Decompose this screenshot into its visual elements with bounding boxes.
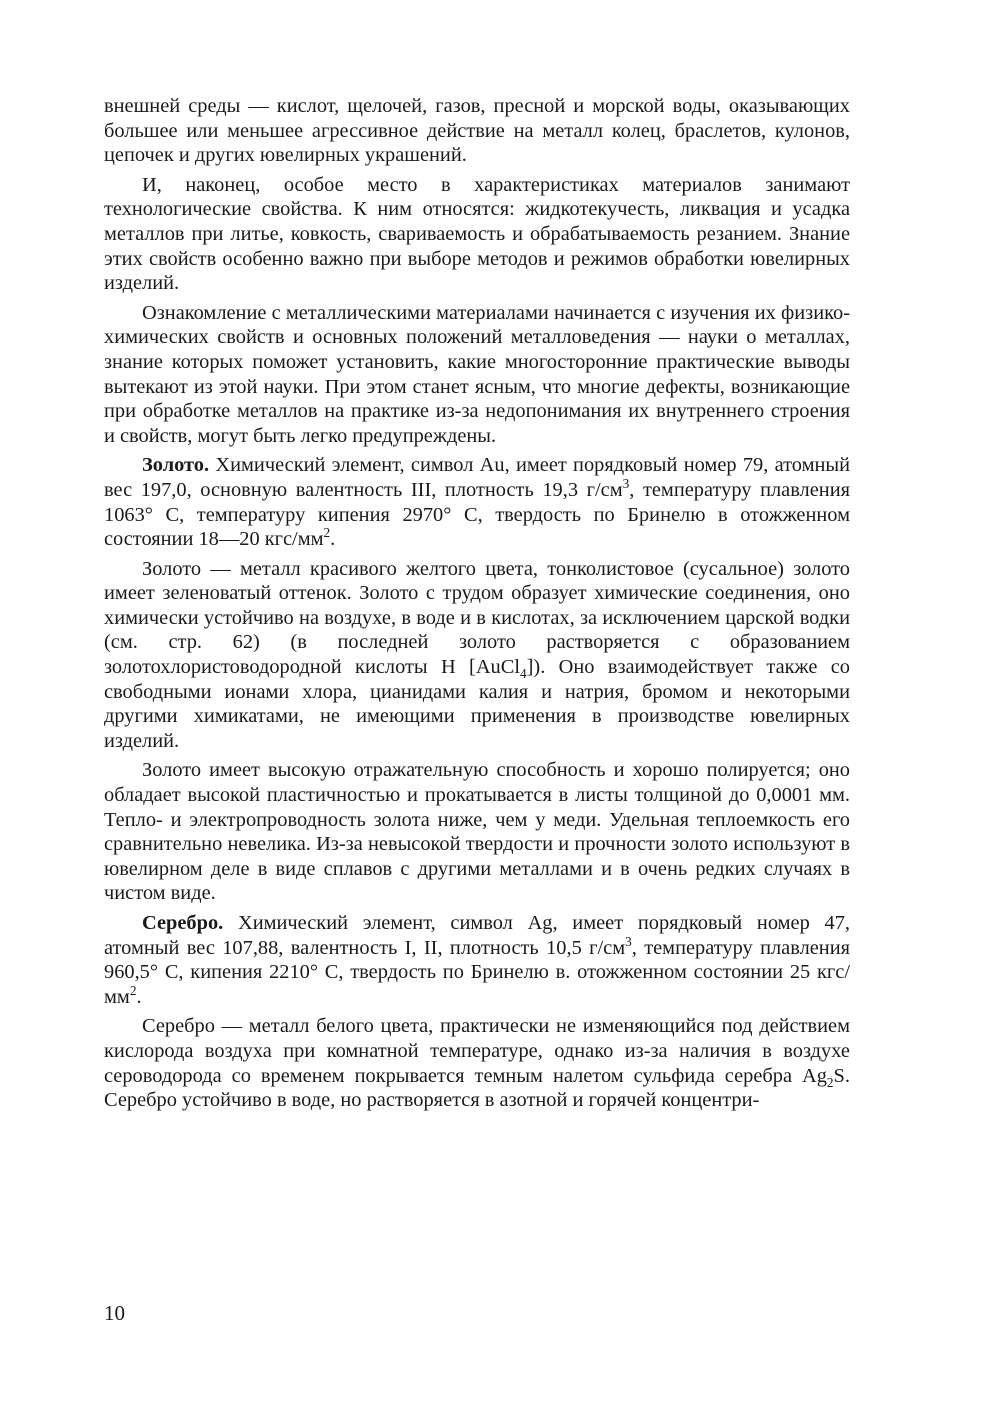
silver-density-exponent: 3 (625, 933, 632, 949)
paragraph-gold-physical: Золото имеет высокую отражательную способность и хорошо полируется; оно обладает высокой пластичностью и прокатывается в листы толщиной до 0,0001 мм. Тепло- и электропроводность золота ниже, чем у меди. Удельная теплоемкость его сравнительно невелика. Из-за невысокой твердости и прочности золото используют в ювелирном деле в виде сплавов с другими металлами и в очень редких случаях в чистом виде. (104, 759, 850, 905)
gold-chemistry-text-b: ]). Оно взаимодействует также со свободными ионами хлора, цианидами калия и натрия, бромом и некоторыми другими химикатами, не имеющими применения в производстве ювелирных изделий. (104, 656, 850, 752)
paragraph-gold-chemistry (104, 557, 850, 754)
gold-hardness-exponent: 2 (323, 525, 331, 541)
silver-props-text-a: Химический элемент, символ Ag, имеет порядковый номер 47, атомный вес 107,88, валентность I, II, плотность 10,5 г/см (104, 912, 850, 959)
paragraph-metal-science-intro: Ознакомление с металлическими материалами начинается с изучения их физико-химических свойств и основных положений металловедения — науки о металлах, знание которых поможет установить, какие многосторонние практические выводы вытекают из этой науки. При этом станет ясным, что многие дефекты, возникающие при обработке металлов на практике из-за недопонимания их внутреннего строения и свойств, могут быть легко предупреждены. (104, 301, 850, 447)
page-body (104, 94, 850, 1118)
paragraph-silver-chemistry (104, 1014, 850, 1112)
paragraph-technological-properties: И, наконец, особое место в характеристиках материалов занимают технологические свойства. К ним относятся: жидкотекучесть, ликвация и усадка металлов при литье, ковкость, свариваемость и обрабатываемость резанием. Знание этих свойств особенно важно при выборе методов и режимов обработки ювелирных изделий. (104, 173, 850, 295)
ag2s-subscript: 2 (826, 1074, 834, 1090)
auc-subscript: 4 (520, 666, 527, 682)
page-number: 10 (104, 1301, 125, 1325)
silver-props-text-c: . (136, 985, 142, 1008)
silver-chemistry-text-a: Серебро — металл белого цвета, практически не изменяющийся под действием кислорода воздуха при комнатной температуре, однако из-за наличия в воздухе сероводорода со временем покрывается темным налетом сульфида серебра Ag (104, 1015, 850, 1087)
paragraph-silver-properties (104, 911, 850, 1009)
gold-props-text-c: . (330, 528, 336, 551)
gold-props-text-b: , температуру плавления 1063° С, температуру кипения 2970° С, твердость по Бринелю в отожженном состоянии 18—20 кгс/мм (104, 478, 850, 551)
silver-hardness-exponent: 2 (129, 982, 137, 998)
gold-props-text-a: Химический элемент, символ Au, имеет порядковый номер 79, атомный вес 197,0, основную валентность III, плотность 19,3 г/см (104, 454, 850, 501)
gold-chemistry-text-a: Золото — металл красивого желтого цвета, тонколистовое (сусальное) золото имеет зеленоватый оттенок. Золото с трудом образует химические соединения, оно химически устойчиво на воздухе, в воде и в кислотах, за исключением царской водки (см. стр. 62) (в последней золото растворяется с образованием золотохлористоводородной кислоты H [AuCl (104, 557, 850, 679)
silver-props-text-b: , температуру плавления 960,5° С, кипения 2210° С, твердость по Бринелю в. отожженном состоянии 25 кгс/мм (104, 936, 850, 1008)
paragraph-gold-properties (104, 453, 850, 551)
silver-chemistry-text-b: S. Серебро устойчиво в воде, но растворяется в азотной и горячей концентри- (104, 1064, 850, 1112)
paragraph-environment: внешней среды — кислот, щелочей, газов, пресной и морской воды, оказывающих большее или меньшее агрессивное действие на металл колец, браслетов, кулонов, цепочек и других ювелирных украшений. (104, 95, 850, 167)
section-heading-gold: Золото. (142, 454, 210, 477)
gold-density-exponent: 3 (622, 476, 630, 492)
section-heading-silver: Серебро. (142, 912, 224, 934)
